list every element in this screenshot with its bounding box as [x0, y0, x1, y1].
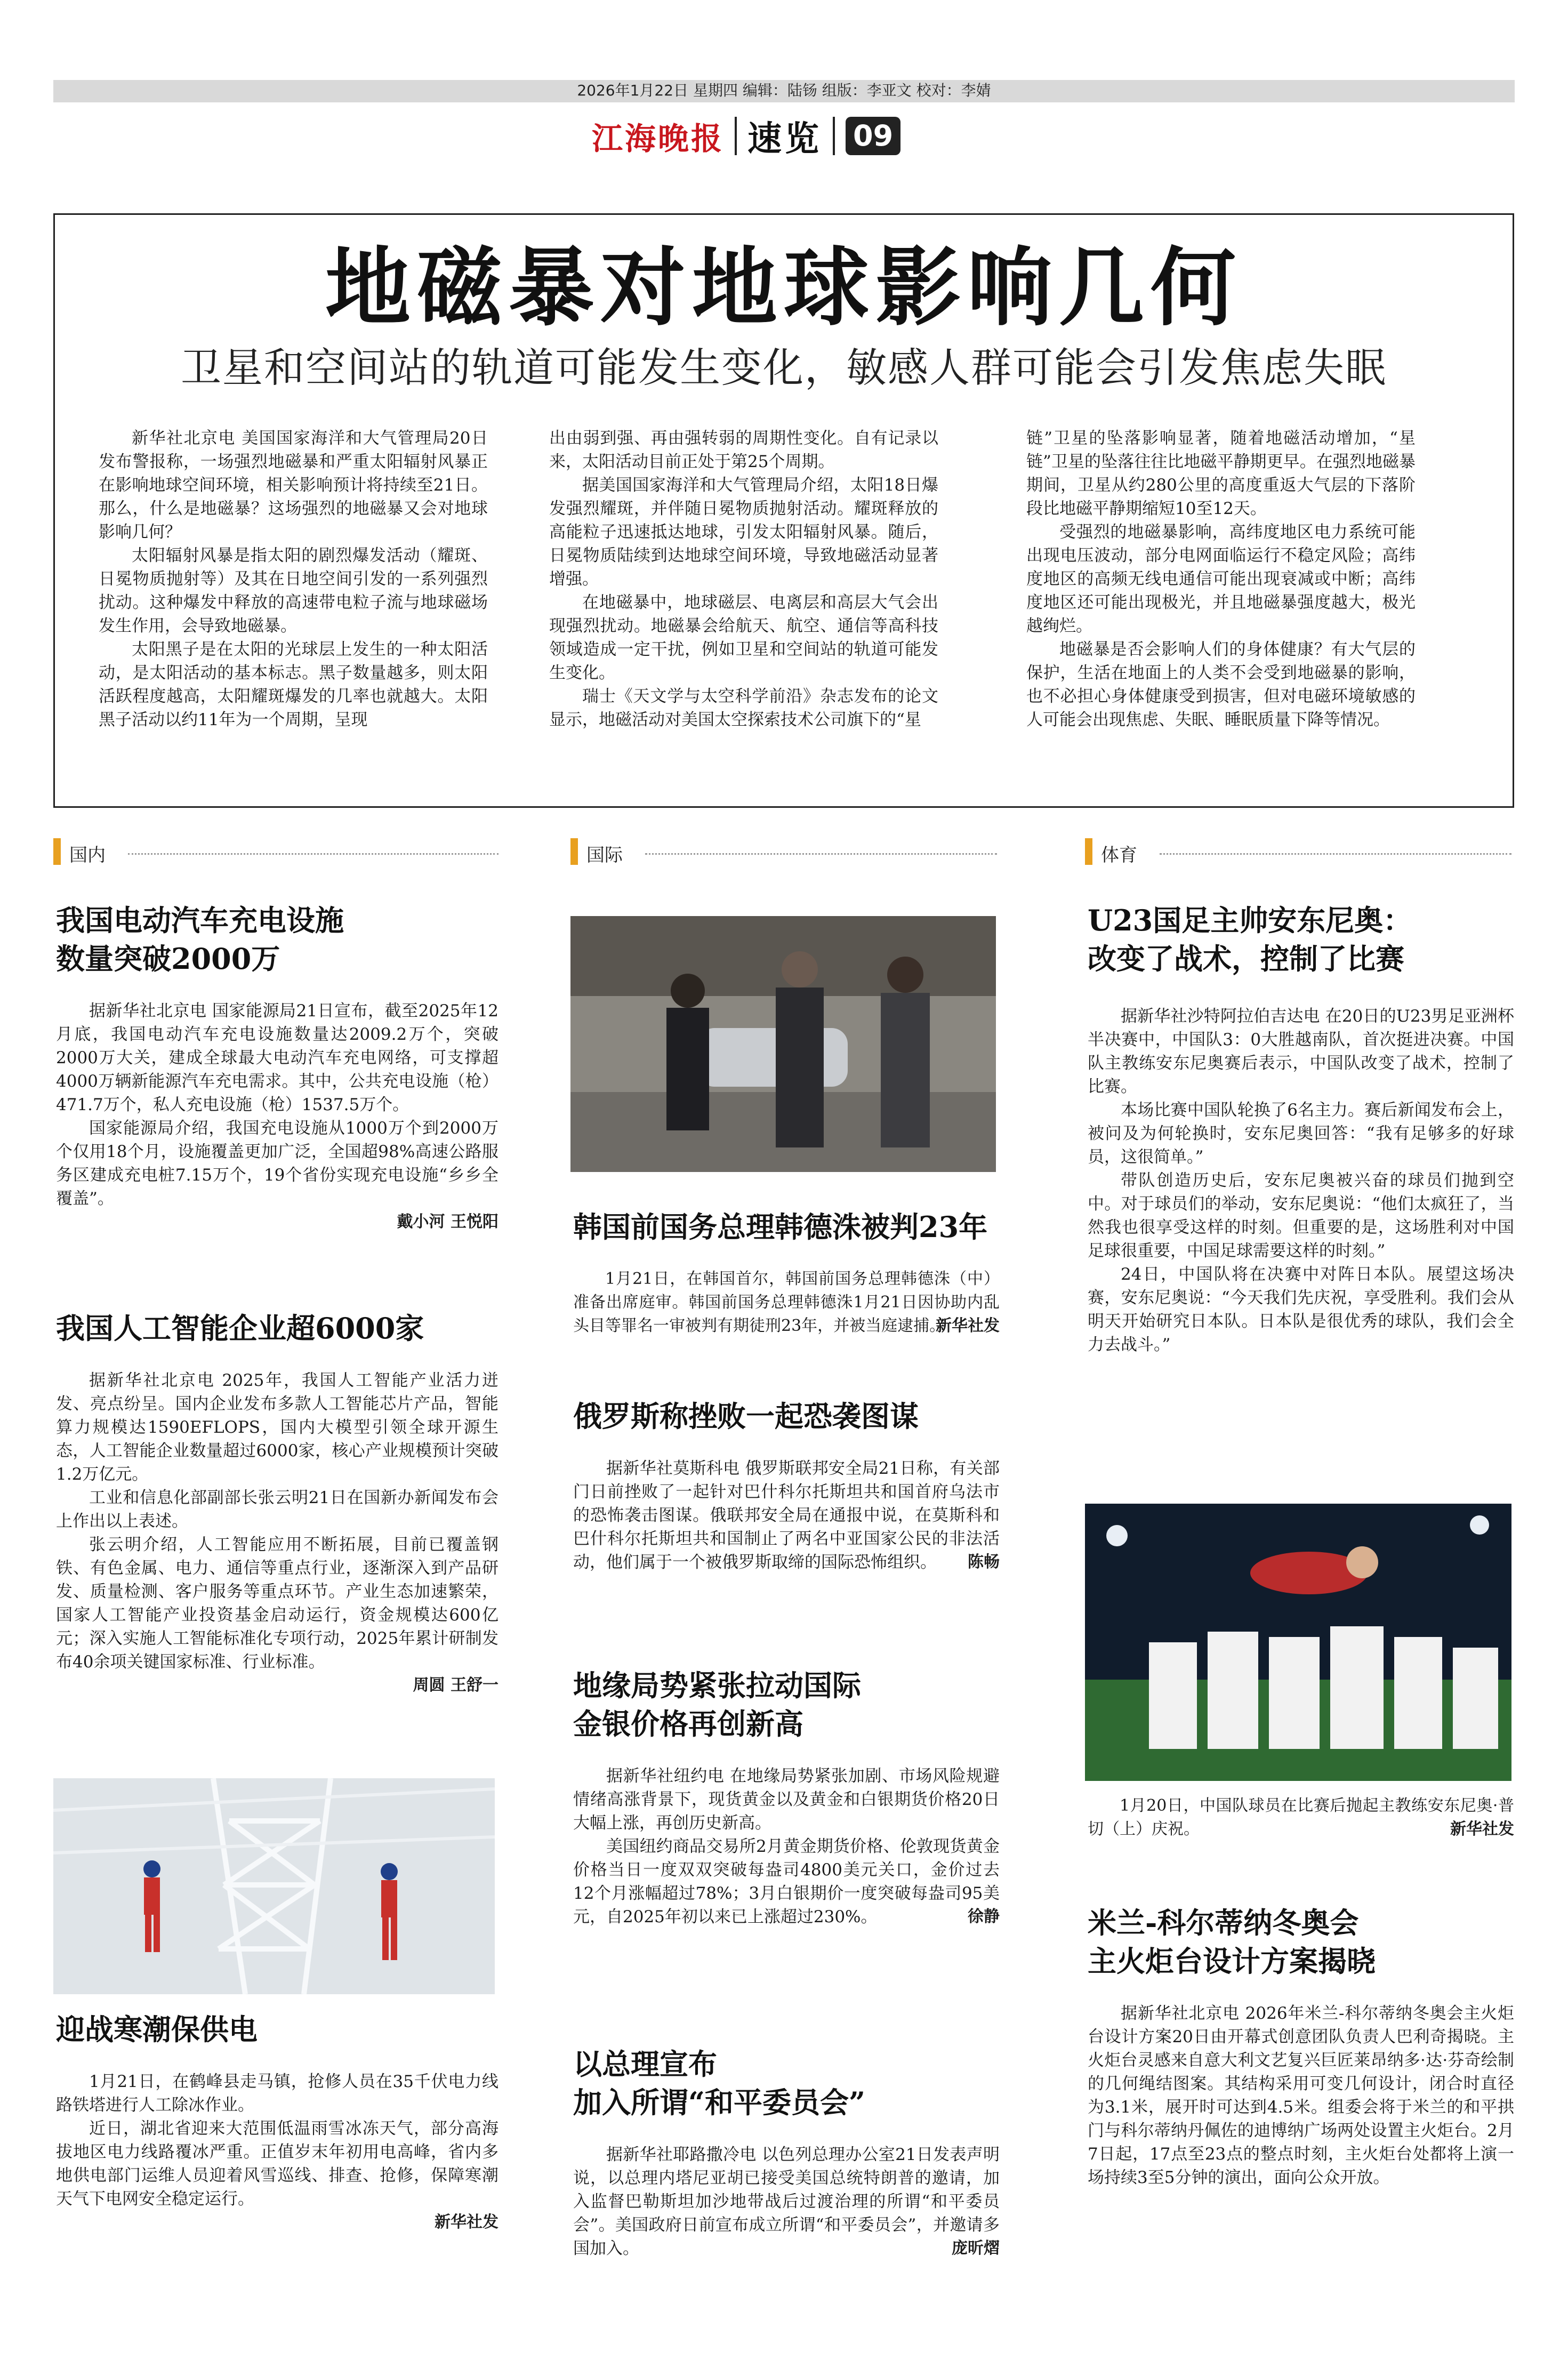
article-body	[573, 1764, 1000, 1929]
section-label: 国际	[586, 845, 623, 866]
dateline: 2026年1月22日 星期四 编辑：陆钖 组版：李亚文 校对：李婧	[577, 82, 991, 99]
paragraph: 受强烈的地磁暴影响，高纬度地区电力系统可能出现电压波动，部分电网面临运行不稳定风险；高纬度地区的高频无线电通信可能出现衰减或中断；高纬度地区还可能出现极光，并且地磁暴强度越大，极光越绚烂。	[1026, 523, 1416, 636]
article-title: 金银价格再创新高	[573, 1707, 803, 1741]
masthead	[592, 112, 900, 160]
paragraph: 美国纽约商品交易所2月黄金期货价格、伦敦现货黄金价格当日一度双双突破每盎司4800美元关口，金价过去12个月涨幅超过78%；3月白银期价一度突破每盎司95美元，自2025年初以来已上涨超过230%。	[573, 1837, 1000, 1926]
paragraph: 24日，中国队将在决赛中对阵日本队。展望这场决赛，安东尼奥说：“今天我们先庆祝，享受胜利。我们会从明天开始研究日本队。日本队是很优秀的球队，我们会全力去战斗。”	[1088, 1265, 1514, 1354]
divider	[833, 117, 835, 155]
byline: 新华社发	[936, 1317, 1000, 1335]
paragraph: 据新华社北京电 国家能源局21日宣布，截至2025年12月底，我国电动汽车充电设施数量达2009.2万个，突破2000万大关，建成全球最大电动汽车充电网络，可支撑超4000万辆新能源汽车充电需求。其中，公共充电设施（枪）471.7万个，私人充电设施（枪）1537.5万个。	[56, 1001, 498, 1114]
paragraph: 国家能源局介绍，我国充电设施从1000万个到2000万个仅用18个月，设施覆盖更加广泛，全国超98%高速公路服务区建成充电桩7.15万个，19个省份实现充电设施“乡乡全覆盖”。	[56, 1119, 498, 1208]
section-sports	[1085, 838, 1511, 865]
paragraph: 链”卫星的坠落影响显著，随着地磁活动增加，“星链”卫星的坠落往往比地磁平静期更早。在强烈地磁暴期间，卫星从约280公里的高度重返大气层的下落阶段比地磁平静期缩短10至12天。	[1026, 429, 1416, 518]
paragraph: 太阳黑子是在太阳的光球层上发生的一种太阳活动，是太阳活动的基本标志。黑子数量越多，则太阳活跃程度越高，太阳耀斑爆发的几率也就越大。太阳黑子活动以约11年为一个周期，呈现	[99, 640, 488, 729]
paragraph: 新华社北京电 美国国家海洋和大气管理局20日发布警报称，一场强烈地磁暴和严重太阳辐射风暴正在影响地球空间环境，相关影响预计将持续至21日。那么，什么是地磁暴？这场强烈的地磁暴又会对地球影响几何？	[99, 429, 488, 542]
paragraph: 据美国国家海洋和大气管理局介绍，太阳18日爆发强烈耀斑，并伴随日冕物质抛射活动。耀斑释放的高能粒子迅速抵达地球，引发太阳辐射风暴。随后，日冕物质陆续到达地球空间环境，导致地磁活动显著增强。	[549, 476, 938, 589]
paragraph: 据新华社莫斯科电 俄罗斯联邦安全局21日称，有关部门日前挫败了一起针对巴什科尔托斯坦共和国首府乌法市的恐怖袭击图谋。俄联邦安全局在通报中说，在莫斯科和巴什科尔托斯坦共和国制止了两名中亚国家公民的非法活动，他们属于一个被俄罗斯取缔的国际恐怖组织。	[573, 1459, 1000, 1572]
photo-caption	[573, 1267, 1000, 1338]
paragraph: 据新华社耶路撒冷电 以色列总理办公室21日发表声明说，以总理内塔尼亚胡已接受美国总统特朗普的邀请，加入监督巴勒斯坦加沙地带战后过渡治理的所谓“和平委员会”。美国政府日前宣布成立所谓“和平委员会”，并邀请多国加入。	[573, 2145, 1000, 2258]
photo-han-duck-soo	[570, 916, 996, 1172]
paragraph: 据新华社纽约电 在地缘局势紧张加剧、市场风险规避情绪高涨背景下，现货黄金以及黄金和白银期货价格20日大幅上涨，再创历史新高。	[573, 1767, 1000, 1833]
paragraph: 张云明介绍，人工智能应用不断拓展，目前已覆盖钢铁、有色金属、电力、通信等重点行业，逐渐深入到产品研发、质量检测、客户服务等重点环节。产业生态加速繁荣，国家人工智能产业投资基金启动运行，资金规模达600亿元；深入实施人工智能标准化专项行动，2025年累计研制发布40余项关键国家标准、行业标准。	[56, 1535, 498, 1672]
article-u23-coach	[1088, 901, 1514, 1356]
article-title: 主火炬台设计方案揭晓	[1088, 1944, 1376, 1978]
article-body	[56, 999, 498, 1234]
section-rule	[645, 853, 997, 855]
feature-col-1	[99, 427, 488, 732]
byline: 新华社发	[435, 2213, 498, 2231]
article-title: 数量突破2000万	[56, 942, 280, 976]
article-title: 加入所谓“和平委员会”	[573, 2085, 866, 2120]
article-title: 俄罗斯称挫败一起恐袭图谋	[573, 1399, 919, 1433]
byline: 徐静	[968, 1907, 1000, 1926]
paragraph: 近日，湖北省迎来大范围低温雨雪冰冻天气，部分高海拔地区电力线路覆冰严重。正值岁末年初用电高峰，省内多地供电部门运维人员迎着风雪巡线、排查、抢修，保障寒潮天气下电网安全稳定运行。	[56, 2119, 498, 2209]
article-han-duck-soo	[573, 1208, 1000, 1338]
paragraph: 带队创造历史后，安东尼奥被兴奋的球员们抛到空中。对于球员们的举动，安东尼奥说：“他们太疯狂了，当然我也很享受这样的时刻。但重要的是，这场胜利对中国足球很重要，中国足球需要这样的时刻。”	[1088, 1171, 1514, 1261]
photo-team-celebration	[1085, 1504, 1511, 1781]
article-peace-board	[573, 2045, 1000, 2260]
paragraph: 工业和信息化部副部长张云明21日在国新办新闻发布会上作出以上表述。	[56, 1488, 498, 1531]
paper-logo: 江海晚报	[592, 121, 725, 157]
byline: 戴小河 王悦阳	[397, 1213, 498, 1231]
person-figure	[666, 974, 709, 1130]
page-number: 09	[846, 117, 900, 155]
byline: 庞昕熠	[952, 2239, 1000, 2258]
photo-caption	[1088, 1794, 1514, 1841]
article-title: 我国人工智能企业超6000家	[56, 1311, 424, 1345]
photo-deicing	[53, 1778, 495, 1994]
article-body	[1088, 2002, 1514, 2189]
article-body	[1088, 1005, 1514, 1356]
paragraph: 1月20日，中国队球员在比赛后抛起主教练安东尼奥·普切（上）庆祝。	[1088, 1796, 1514, 1839]
section-label: 体育	[1101, 845, 1137, 866]
paragraph: 本场比赛中国队轮换了6名主力。赛后新闻发布会上，被问及为何轮换时，安东尼奥回答：“我有足够多的好球员，这很简单。”	[1088, 1101, 1514, 1167]
article-title: U23国足主帅安东尼奥：	[1088, 903, 1412, 937]
article-cold-wave	[56, 2010, 498, 2234]
feature-subtitle: 卫星和空间站的轨道可能发生变化，敏感人群可能会引发焦虑失眠	[181, 344, 1387, 391]
paragraph: 据新华社北京电 2025年，我国人工智能产业活力迸发、亮点纷呈。国内企业发布多款人工智能芯片产品，智能算力规模达1590EFLOPS，国内大模型引领全球开源生态，人工智能企业数量超过6000家，核心产业规模预计突破1.2万亿元。	[56, 1371, 499, 1484]
feature-col-3	[1026, 427, 1416, 732]
section-marker	[1085, 838, 1092, 865]
article-body	[56, 1369, 498, 1697]
section-marker	[570, 838, 578, 865]
article-ai-companies	[56, 1309, 498, 1697]
feature-title: 地磁暴对地球影响几何	[325, 238, 1242, 338]
byline: 新华社发	[1450, 1820, 1514, 1839]
paragraph: 地磁暴是否会影响人们的身体健康？有大气层的保护，生活在地面上的人类不会受到地磁暴的影响，也不必担心身体健康受到损害，但对电磁环境敏感的人可能会出现焦虑、失眠、睡眠质量下降等情况。	[1026, 640, 1416, 729]
section-name: 速览	[747, 119, 823, 159]
section-rule	[128, 853, 498, 855]
divider	[735, 117, 737, 155]
article-russia-terror	[573, 1397, 1000, 1574]
paragraph: 在地磁暴中，地球磁层、电离层和高层大气会出现强烈扰动。地磁暴会给航天、航空、通信等高科技领域造成一定干扰，例如卫星和空间站的轨道可能发生变化。	[549, 593, 938, 683]
article-title: 改变了战术，控制了比赛	[1088, 942, 1404, 976]
section-marker	[53, 838, 61, 865]
article-title: 地缘局势紧张拉动国际	[573, 1668, 861, 1703]
feature-col-2	[549, 427, 938, 732]
paragraph: 据新华社沙特阿拉伯吉达电 在20日的U23男足亚洲杯半决赛中，中国队3：0大胜越南队，首次挺进决赛。中国队主教练安东尼奥赛后表示，中国队改变了战术，控制了比赛。	[1088, 1007, 1514, 1096]
section-domestic	[53, 838, 498, 865]
article-title: 韩国前国务总理韩德洙被判23年	[573, 1210, 988, 1244]
section-rule	[1160, 853, 1511, 855]
paragraph: 1月21日，在韩国首尔，韩国前国务总理韩德洙（中）准备出席庭审。韩国前国务总理韩德洙1月21日因协助内乱头目等罪名一审被判有期徒刑23年，并被当庭逮捕。	[573, 1270, 1000, 1335]
paragraph: 瑞士《天文学与太空科学前沿》杂志发布的论文显示，地磁活动对美国太空探索技术公司旗下的“星	[549, 687, 938, 729]
paragraph: 出由弱到强、再由强转弱的周期性变化。自有记录以来，太阳活动目前正处于第25个周期。	[549, 429, 938, 471]
article-title: 米兰-科尔蒂纳冬奥会	[1088, 1906, 1359, 1940]
byline: 陈畅	[968, 1553, 1000, 1571]
byline: 周圆 王舒一	[413, 1676, 498, 1695]
article-body	[573, 2143, 1000, 2260]
article-title: 我国电动汽车充电设施	[56, 903, 344, 937]
section-label: 国内	[69, 845, 106, 866]
article-gold-silver	[573, 1666, 1000, 1929]
paragraph: 太阳辐射风暴是指太阳的剧烈爆发活动（耀斑、日冕物质抛射等）及其在日地空间引发的一系列强烈扰动。这种爆发中释放的高速带电粒子流与地球磁场发生作用，会导致地磁暴。	[99, 546, 488, 636]
section-international	[570, 838, 997, 865]
article-olympic-cauldron	[1088, 1904, 1514, 2189]
article-ev-charging	[56, 901, 498, 1234]
article-body	[56, 2070, 498, 2234]
paragraph: 1月21日，在鹤峰县走马镇，抢修人员在35千伏电力线路铁塔进行人工除冰作业。	[56, 2072, 498, 2115]
article-title: 以总理宣布	[573, 2047, 717, 2081]
paragraph: 据新华社北京电 2026年米兰-科尔蒂纳冬奥会主火炬台设计方案20日由开幕式创意团队负责人巴利奇揭晓。主火炬台灵感来自意大利文艺复兴巨匠莱昂纳多·达·芬奇绘制的几何绳结图案。其结构采用可变几何设计，闭合时直径为3.1米，展开时可达到4.5米。组委会将于米兰的和平拱门与科尔蒂纳丹佩佐的迪博纳广场两处设置主火炬台。2月7日起，17点至23点的整点时刻，主火炬台处都将上演一场持续3至5分钟的演出，面向公众开放。	[1088, 2004, 1514, 2187]
article-body	[573, 1457, 1000, 1574]
article-title: 迎战寒潮保供电	[56, 2012, 258, 2046]
